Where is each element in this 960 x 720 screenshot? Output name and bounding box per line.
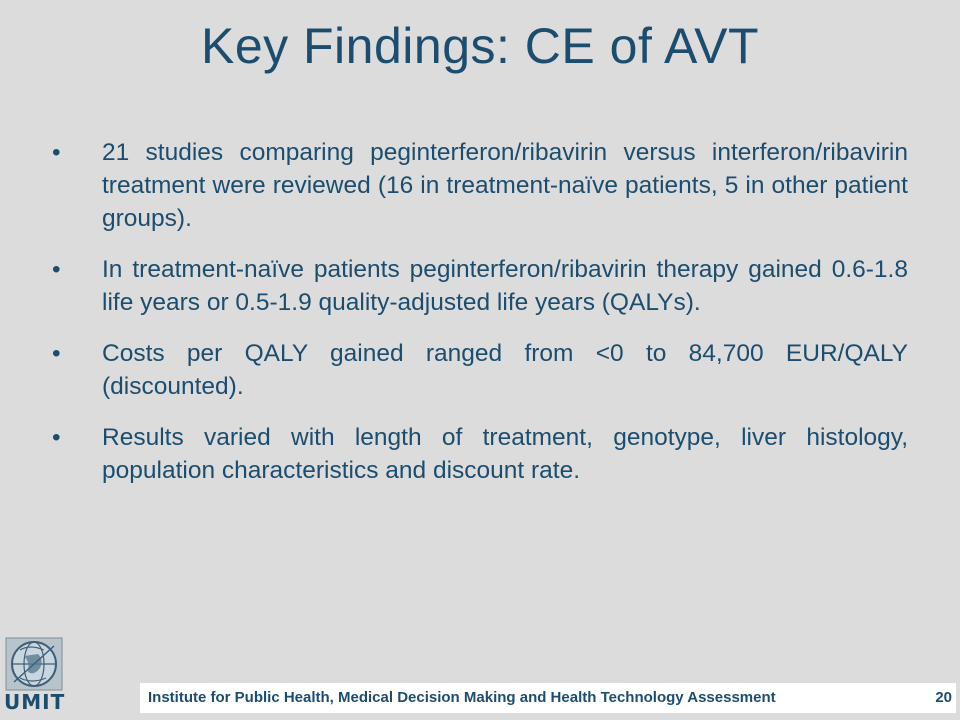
page-number: 20 <box>935 689 952 706</box>
bullet-item <box>48 136 908 235</box>
bullet-dot: • <box>52 139 61 166</box>
bullet-text: 21 studies comparing peginterferon/ribavirin versus interferon/ribavirin treatment were reviewed (16 in treatment-naïve patients, 5 in other patient groups). <box>102 139 908 232</box>
footer-institute: Institute for Public Health, Medical Decision Making and Health Technology Assessment <box>148 689 776 706</box>
bullet-item <box>48 253 908 319</box>
bullet-item <box>48 337 908 403</box>
bullet-text: Results varied with length of treatment, genotype, liver histology, population characteristics and discount rate. <box>102 424 908 484</box>
logo-wordmark: UMIT <box>4 690 66 714</box>
slide-title: Key Findings: CE of AVT <box>200 18 760 74</box>
bullet-text: In treatment-naïve patients peginterferon/ribavirin therapy gained 0.6-1.8 life years or 0.5-1.9 quality-adjusted life years (QALYs). <box>102 256 908 316</box>
bullet-dot: • <box>52 340 61 367</box>
bullet-text: Costs per QALY gained ranged from <0 to 84,700 EUR/QALY (discounted). <box>102 340 908 400</box>
bullet-dot: • <box>52 424 61 451</box>
bullet-dot: • <box>52 256 61 283</box>
bullet-list <box>48 136 908 505</box>
bullet-item <box>48 421 908 487</box>
